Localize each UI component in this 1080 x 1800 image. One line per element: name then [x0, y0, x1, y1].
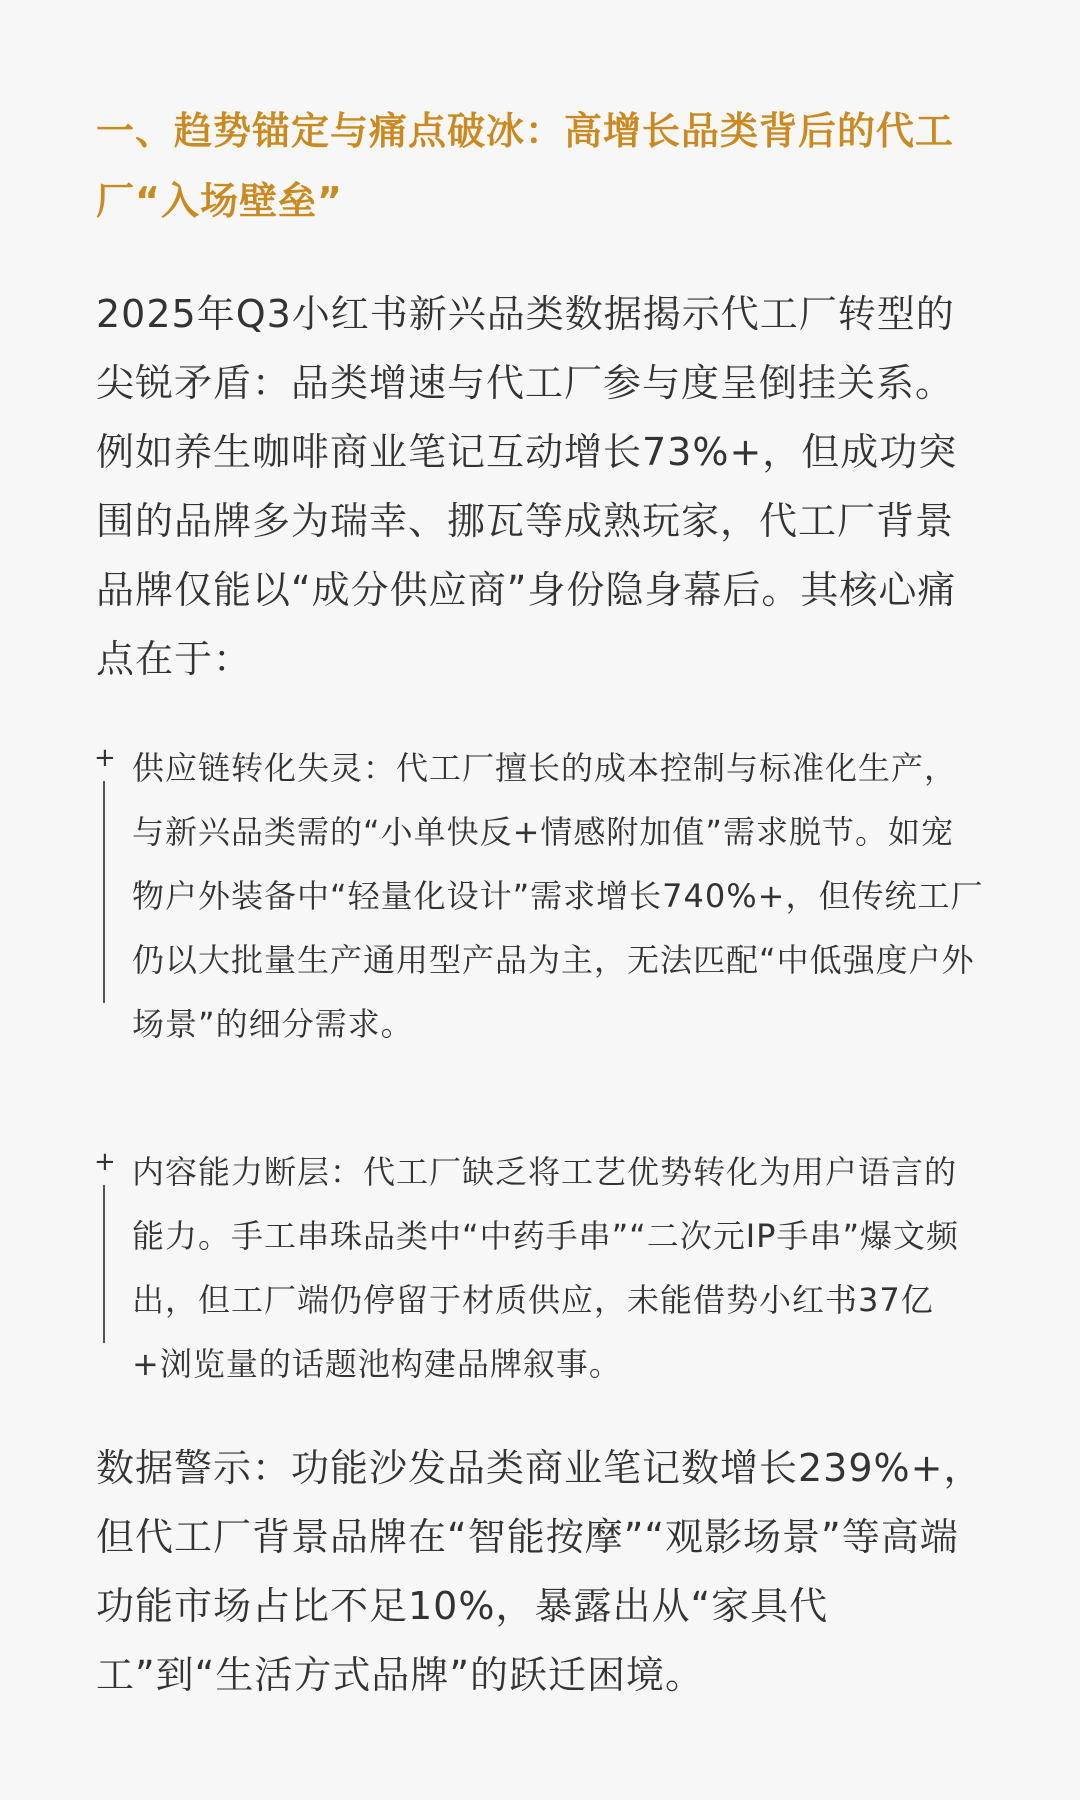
bullet-divider-bar — [103, 1185, 105, 1343]
data-warning-paragraph: 数据警示：功能沙发品类商业笔记数增长239%+，但代工厂背景品牌在“智能按摩”“观影场景”等高端功能市场占比不足10%，暴露出从“家具代工”到“生活方式品牌”的跃迁困境。 — [96, 1446, 983, 1697]
bullet-item-supply-chain — [96, 736, 984, 1056]
bullet-text: 内容能力断层：代工厂缺乏将工艺优势转化为用户语言的能力。手工串珠品类中“中药手串”“二次元IP手串”爆文频出，但工厂端仍停留于材质供应，未能借势小红书37亿+浏览量的话题池构建品牌叙事。 — [132, 1153, 960, 1383]
plus-icon: + — [94, 743, 117, 773]
bullet-divider-bar — [103, 781, 105, 1003]
intro-paragraph: 2025年Q3小红书新兴品类数据揭示代工厂转型的尖锐矛盾：品类增速与代工厂参与度呈倒挂关系。例如养生咖啡商业笔记互动增长73%+，但成功突围的品牌多为瑞幸、挪瓦等成熟玩家，代工厂背景品牌仅能以“成分供应商”身份隐身幕后。其核心痛点在于： — [96, 292, 958, 681]
plus-icon: + — [94, 1147, 117, 1177]
section-heading: 一、趋势锚定与痛点破冰：高增长品类背后的代工厂“入场壁垒” — [96, 109, 955, 223]
bullet-item-content-ability — [96, 1140, 984, 1396]
bullet-text: 供应链转化失灵：代工厂擅长的成本控制与标准化生产，与新兴品类需的“小单快反+情感附加值”需求脱节。如宠物户外装备中“轻量化设计”需求增长740%+，但传统工厂仍以大批量生产通用型产品为主，无法匹配“中低强度户外场景”的细分需求。 — [132, 749, 984, 1043]
